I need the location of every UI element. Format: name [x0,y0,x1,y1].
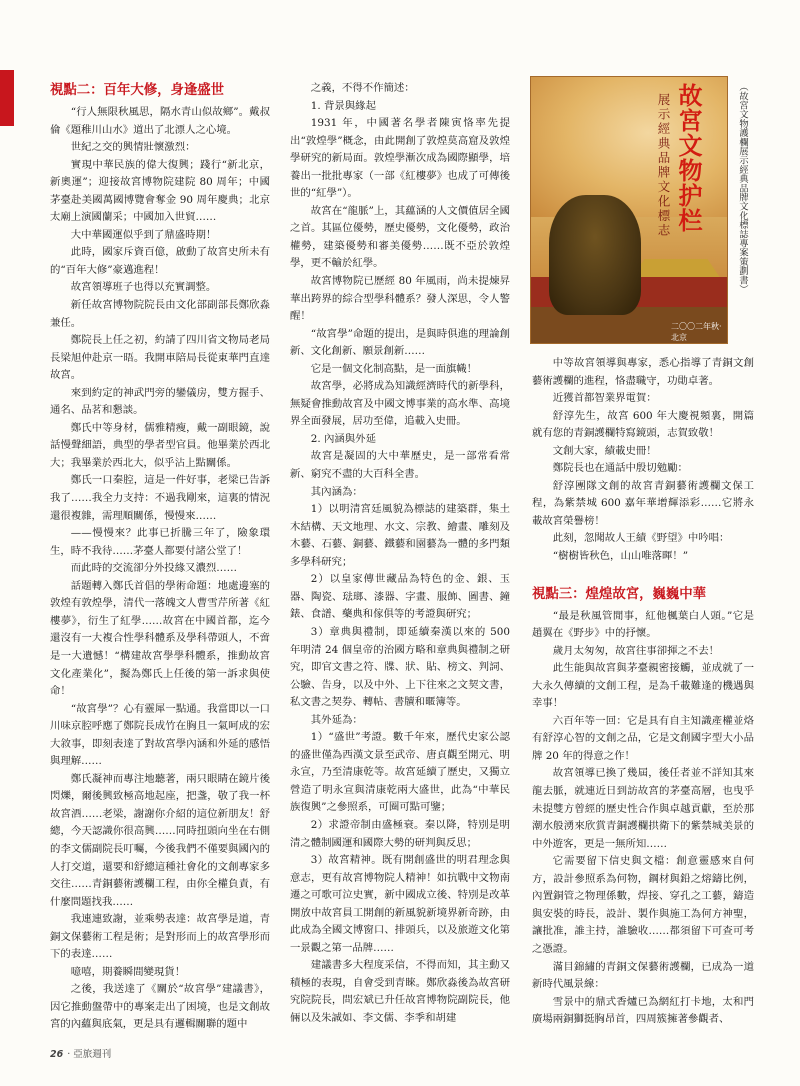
paragraph: “行人無限秋風思，隔水青山似故鄉”。戴叔倫《題稚川山水》道出了北漂人之心境。 [50,106,270,136]
paragraph: 2）以皇家傳世藏品為特色的金、銀、玉器、陶瓷、琺瑯、漆器、字畫、服飾、圖書、鐘錶、食譜、藥典和傢俱等的考證與研究； [290,573,510,621]
cover-palace-roof [631,259,721,279]
paragraph: 3）故宮精神。既有開創盛世的明君理念與意志，更有故宮博物院人精神！如抗戰中文物南遷之可歌可泣史實，新中國成立後、特別是改革開放中故宮員工開創的新風貌新境界新奇跡，由此成為全國文博窗口、排頭兵，以及旅遊文化第一景觀之第一品牌…… [290,854,510,954]
paragraph: 之義，不得不作簡述： [310,82,415,94]
paragraph: 鄭氏中等身材，儒雅精瘦，戴一副眼鏡，說話慢聲細語，典型的學者型官員。他畢業於西北大；我畢業於西北大，似乎沾上點關係。 [50,421,270,469]
paragraph: “最是秋風管閒事，紅他楓葉白人頭。”它是趙翼在《野步》中的抒懷。 [532,609,754,640]
paragraph: 2. 內涵與外延 [310,432,376,445]
paragraph: 文創大家，績載史冊！ [552,444,657,457]
publication-name: · 亞旅週刊 [67,1049,112,1060]
paragraph: 2）求證帝制由盛極衰。秦以降，特別是明清之體制國運和國際大勢的研判與反思； [290,818,510,849]
paragraph: 鄭氏一口秦腔，這是一件好事，老梁已告訴我了……我全力支持：不過我剛來，這裏的情況還很複雜，需理順關係，慢慢來…… [50,474,270,522]
cover-subtitle: 展示經典品牌文化標志 [656,93,671,238]
paragraph: 故宮領導班子也得以充實調整。 [70,281,217,294]
paragraph: 新任故宮博物院院長由文化部副部長鄭欣淼兼任。 [50,299,270,329]
paragraph: “樹樹皆秋色，山山唯落暉！” [552,550,689,563]
paragraph: 鄭院長也在通話中殷切勉勵： [552,462,688,475]
paragraph: 其內涵為： [310,485,363,498]
paragraph: 之後，我送達了《關於“故宮學”建議書》，因它推動盤帶中的專案走出了困境，也是文創故宮的內蘊與底氣，更是具有邏輯關聯的題中 [50,983,270,1031]
article-column-2 [290,80,510,1028]
article-column-3 [532,355,754,1029]
paragraph: 歲月太匆匆，故宮往事卻揮之不去！ [552,644,720,657]
paragraph: 六百年等一回：它是具有自主知識產權並烙有舒淳心智的文創之品，它是文創國字型大小品牌 20 年的得意之作！ [532,714,754,762]
paragraph: “故宮學”命題的提出，是與時俱進的理論創新、文化創新、願景創新…… [290,327,510,358]
paragraph: 中等故宮領導與專家，悉心指導了青銅文創藝術護欄的進程，恪盡職守，功勛卓著。 [532,357,754,387]
paragraph: 我連連致謝，並乘勢表達：故宮學是道，青銅文保藝術工程是術；是對形而上的故宮學形而下的表達…… [50,913,270,961]
paragraph: 1. 背景與緣起 [310,99,376,112]
cover-title: 故宮文物护栏 [674,83,702,233]
paragraph: ——慢慢來？此事已折騰三年了，險象環生，時不我待……茅臺人都要付諸公堂了！ [50,527,270,557]
paragraph: 1）“盛世”考證。數千年來，歷代史家公認的盛世僅為西漢文景至武帝、唐貞觀至開元、明永宣，乃至清康乾等。故宮延續了歷史，又獨立營造了明永宣與清康乾兩大盛世，此為“中華民族復興”之參照系，可圈可點可鑒； [290,731,510,814]
paragraph: 故宮博物院已歷經 80 年風雨，尚未提煉昇華出跨界的綜合型學科體系？發人深思，令人警醒！ [290,275,510,323]
paragraph: 而此時的交流卻分外投緣又濃烈…… [70,562,238,575]
paragraph: 舒淳先生，故宮 600 年大慶視頻裏，開篇就有您的青銅護欄特寫鏡頭，志賀致敬！ [532,409,754,440]
column-3-body-top [532,355,754,566]
paragraph: 舒淳團隊文創的故宮青銅藝術護欄文保工程，為紫禁城 600 嘉年華增輝添彩……它將永載故宮榮譽榜！ [532,479,754,527]
paragraph: 鄭氏凝神而專注地聽著，兩只眼睛在鏡片後閃爍，爾後興致極高地起座，把盞，敬了我一杯故宮酒……老梁，謝謝你介紹的這位新朋友！舒總，今天認識你很高興……同時扭頭向坐在右側的李文儒副院長叮囑，今後我們不僅要與國內的人打交道，還要和舒總這種社會化的文創專家多交往……青銅藝術護欄工程，由你全權負責，有什麼問題找我…… [50,772,270,908]
cover-bronze-lion [549,195,641,315]
paragraph: “故宮學”？心有靈犀一點通。我當即以一口川味京腔呼應了鄭院長成竹在胸且一氣呵成的宏大敘事，即刻表達了對故宮學內涵和外延的感悟與理解…… [50,702,270,768]
paragraph: 1931 年，中國著名學者陳寅恪率先提出“敦煌學”概念，由此開創了敦煌莫高窟及敦煌學研究的新局面。敦煌學漸次成為國際顯學，培養出一批批專家（一部《紅樓夢》也成了可傳後世的“紅學”）。 [290,117,510,200]
paragraph: 此刻，忽聞故人王績《野望》中吟唱： [552,532,730,545]
paragraph: 故宮是凝固的大中華歷史，是一部常看常新、窮究不盡的大百科全書。 [290,450,510,481]
page-number: 26 [50,1049,64,1060]
paragraph: 其外延為： [310,713,363,726]
paragraph: 近獲首都智業界電賀： [552,392,657,405]
paragraph: 實現中華民族的偉大復興；踐行“新北京，新奧運”；迎接故宮博物院建院 80 周年；中國茅臺赴美國萬國博覽會奪金 90 周年慶典；北京太廟上演國蘭采；中國加入世貿…… [50,158,270,224]
column-2-body [290,80,510,1028]
paragraph: 來到約定的神武門旁的鑾儀房，雙方握手、通名、品茗和懇談。 [50,386,270,417]
paragraph: 1）以明清宮廷風貌為標誌的建築群，集土木結構、天文地理、水文、宗教、繪畫、雕刻及木藝、石藝、銅藝、鐵藝和園藝為一體的多門類多學科研究； [290,503,510,568]
paragraph: 故宮領導已換了幾屆，後任者並不詳知其來龍去脈，就連近日到訪故宮的茅臺高層，也曳乎未提雙方曾經的歷史性合作與卓越貢獻，至於那潮水般湧來欣賞青銅護欄拱衛下的紫禁城美景的中外遊客，更是一無所知…… [532,767,754,850]
paragraph: 它需要留下信史與文檔：創意靈感來自何方，設計參照系為何物，鋼材與鉛之熔鑄比例，內置銅管之物理係數，焊接、穿孔之工藝，鑄造與安裝的時長，設計、製作與施工為何方神聖，讓批准，誰主持，誰驗收……都須留下可查可考之憑證。 [532,855,754,955]
section-heading-view-three: 視點三：煌煌故宮，巍巍中華 [532,586,707,602]
paragraph: 此生能與故宮與茅臺親密接觸，並成就了一大永久傳續的文創工程，是為千載難逢的機遇與幸事！ [532,662,754,710]
paragraph: 它是一個文化制高點，是一面旗幟！ [310,362,478,375]
column-1-body [50,104,270,1034]
paragraph: 滿目錦繡的青銅文保藝術護欄，已成為一道新時代風景線： [532,960,754,991]
red-section-tab [0,70,14,126]
paragraph: 鄭院長上任之初，約請了四川省文物局老局長梁旭仲赴京一晤。我開車陪局長從東華門直達故宮。 [50,334,270,382]
paragraph: 噫嘻，期養瞬間變現貨！ [70,965,186,978]
cover-caption: （故宮文物護欄展示經典品牌文化標誌專案策劃書） [737,82,748,294]
article-column-1 [50,80,270,1034]
cover-date: 二〇〇二年秋·北京 [671,322,722,342]
paragraph: 雪景中的鼎式香爐已為網紅打卡地，太和門廣場兩銅獅挺胸昂首，四周簇擁著參觀者、 [532,995,754,1026]
paragraph: 大中華國運似乎到了鼎盛時期！ [70,228,217,241]
paragraph: 世紀之交的興情壯懷激烈： [70,141,196,154]
paragraph: 話題轉入鄭氏首倡的學術命題：地處邊塞的敦煌有敦煌學，清代一落魄文人曹雪芹所著《紅樓夢》，衍生了紅學……故宮在中國首都，迄今還沒有一大複合性學科體系及學科帶頭人，不啻是一大遺憾！“構建故宮學學科體系，推動故宮文化產業化”，擬為鄭氏上任後的第一訴求與使命！ [50,579,270,698]
page-footer [50,1046,111,1060]
paragraph: 建議書多大程度采信，不得而知，其主動又積極的表現，自會受到青睞。鄭欣淼後為故宮研究院院長，問宏斌已升任故宮博物院副院長，他倆以及朱誠如、李文儒、李季和胡建 [290,959,510,1024]
paragraph: 3）章典與禮制，即延續秦漢以來的 500 年明清 24 個皇帝的治國方略和章典與禮制之研究，即官文書之符、牒、狀、貼、榜文、判詞、公驗、告身，以及中外、上下往來之文契文書，私文書之契券、轉帖、書牘和暱簿等。 [290,625,510,709]
book-cover-image [530,76,728,344]
paragraph: 故宮在“龍脈”上，其蘊涵的人文價值居全國之首。其區位優勢，歷史優勢，文化優勢，政治權勢，建築優勢和審美優勢……既不亞於敦煌學，更不輸於紅學。 [290,204,510,270]
section-heading-view-two: 視點二：百年大修，身逢盛世 [50,83,225,98]
paragraph: 此時，國家斥資百億，啟動了故宮史所未有的“百年大修”豪邁進程！ [50,246,270,276]
column-3-body-bottom [532,608,754,1029]
paragraph: 故宮學，必將成為知識經濟時代的新學科，無疑會推動故宮及中國文博事業的高水準、高境界全面發展，居功至偉，追載入史冊。 [290,380,510,428]
